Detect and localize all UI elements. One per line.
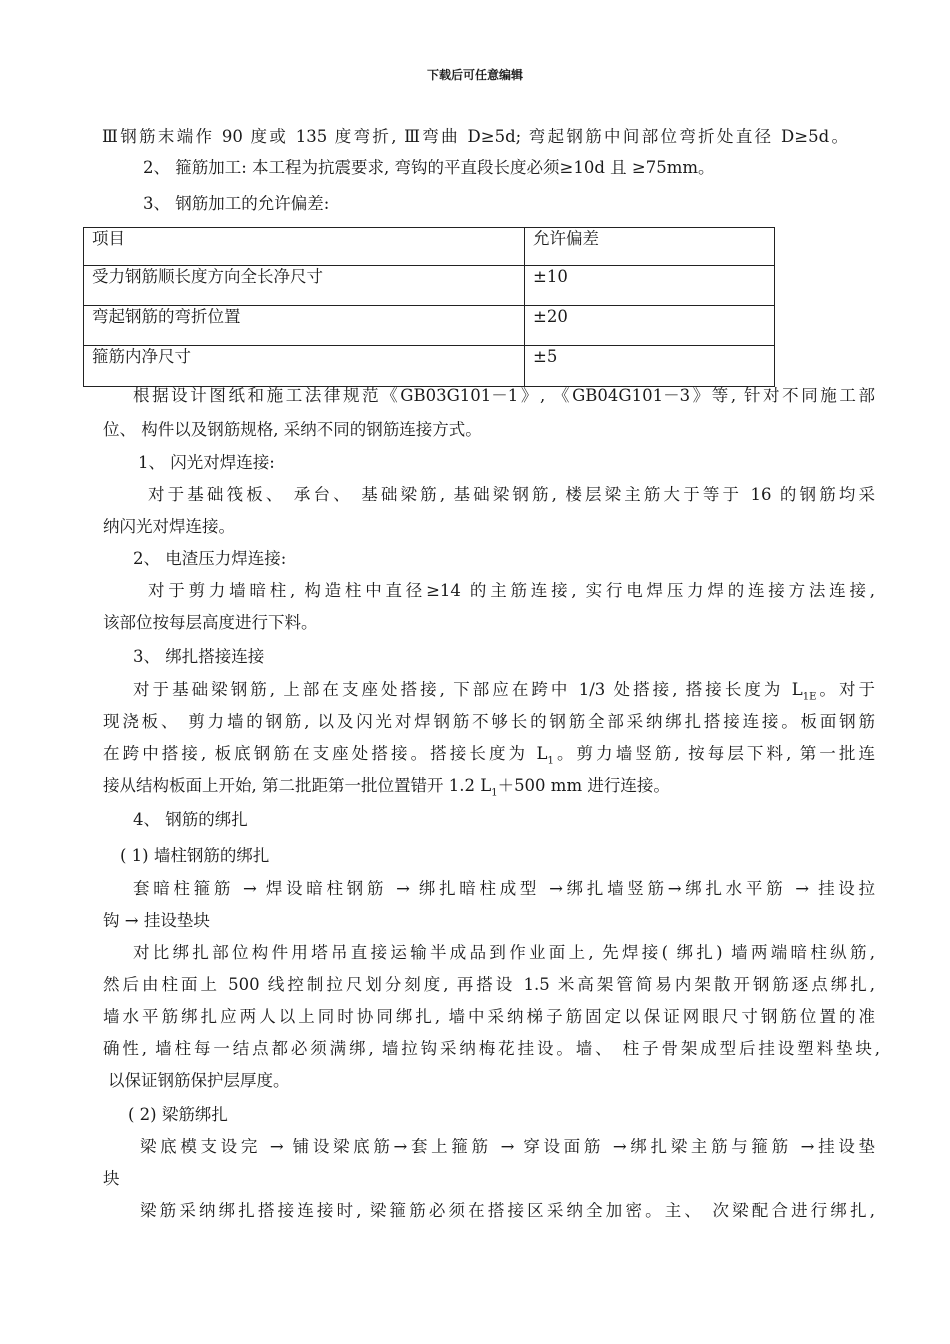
item-tolerance-heading: 3、 钢筋加工的允许偏差: (143, 194, 330, 213)
table-cell: ±5 (525, 346, 775, 387)
table-cell: 受力钢筋顺长度方向全长净尺寸 (84, 266, 525, 306)
paragraph-wall-line4: 确性, 墙柱每一结点都必须满绑, 墙拉钩采纳梅花挂设。墙、 柱子骨架成型后挂设塑料垫块, (103, 1039, 880, 1058)
section-flash-welding: 1、 闪光对焊连接: (138, 453, 275, 472)
paragraph-wall-line5: 以保证钢筋保护层厚度。 (108, 1071, 290, 1090)
process-beam-line2: 块 (103, 1169, 120, 1188)
subsection-beam: ( 2) 梁筋绑扎 (128, 1105, 228, 1124)
text-span: 在跨中搭接, 板底钢筋在支座处搭接。搭接长度为 L (103, 744, 548, 763)
paragraph-electroslag-line2: 该部位按每层高度进行下料。 (103, 613, 318, 632)
paragraph-flash-line1: 对于基础筏板、 承台、 基础梁筋, 基础梁钢筋, 楼层梁主筋大于等于 16 的钢筋均采 (148, 485, 875, 504)
table-header-tolerance: 允许偏差 (525, 228, 775, 266)
tolerance-table (83, 227, 775, 387)
process-wall-line1: 套暗柱箍筋 → 焊设暗柱钢筋 → 绑扎暗柱成型 →绑扎墙竖筋→绑扎水平筋 → 挂设拉 (133, 879, 875, 898)
paragraph-lap-line2: 现浇板、 剪力墙的钢筋, 以及闪光对焊钢筋不够长的钢筋全部采纳绑扎搭接连接。板面钢筋 (103, 712, 875, 731)
table-header-item: 项目 (84, 228, 525, 266)
paragraph-bending: Ⅲ钢筋末端作 90 度或 135 度弯折, Ⅲ弯曲 D≥5d; 弯起钢筋中间部位弯折处直径 D≥5d。 (102, 127, 848, 146)
paragraph-connection-line2: 位、 构件以及钢筋规格, 采纳不同的钢筋连接方式。 (103, 420, 482, 439)
subscript: 1 (491, 787, 498, 799)
paragraph-lap-line1 (133, 679, 875, 708)
text-span: 。对于 (816, 680, 876, 699)
table-cell: 箍筋内净尺寸 (84, 346, 525, 387)
paragraph-connection-line1: 根据设计图纸和施工法律规范《GB03G101－1》, 《GB04G101－3》等, 针对不同施工部 (133, 386, 875, 405)
section-electroslag: 2、 电渣压力焊连接: (133, 549, 287, 568)
paragraph-lap-line3 (103, 743, 875, 772)
paragraph-wall-line1: 对比绑扎部位构件用塔吊直接运输半成品到作业面上, 先焊接( 绑扎) 墙两端暗柱纵筋, (133, 943, 875, 962)
item-stirrup-processing: 2、 箍筋加工: 本工程为抗震要求, 弯钩的平直段长度必须≥10d 且 ≥75mm。 (143, 158, 715, 177)
text-span: 对于基础梁钢筋, 上部在支座处搭接, 下部应在跨中 1/3 处搭接, 搭接长度为 L (133, 680, 803, 699)
table-row (84, 266, 775, 306)
subscript: 1E (802, 691, 817, 703)
paragraph-wall-line2: 然后由柱面上 500 线控制拉尺划分刻度, 再搭设 1.5 米高架管简易内架散开钢筋逐点绑扎, (103, 975, 875, 994)
subsection-wall-column: ( 1) 墙柱钢筋的绑扎 (120, 846, 270, 865)
section-lap-splice: 3、 绑扎搭接连接 (133, 647, 265, 666)
paragraph-flash-line2: 纳闪光对焊连接。 (103, 517, 235, 536)
table-cell: ±10 (525, 266, 775, 306)
paragraph-beam: 梁筋采纳绑扎搭接连接时, 梁箍筋必须在搭接区采纳全加密。主、 次梁配合进行绑扎, (140, 1201, 875, 1220)
table-cell: ±20 (525, 306, 775, 346)
process-beam-line1: 梁底模支设完 → 铺设梁底筋→套上箍筋 → 穿设面筋 →绑扎梁主筋与箍筋 →挂设垫 (140, 1137, 875, 1156)
table-cell: 弯起钢筋的弯折位置 (84, 306, 525, 346)
page-header: 下载后可任意编辑 (426, 68, 523, 82)
table-row (84, 306, 775, 346)
subscript: 1 (547, 755, 554, 767)
text-span: 。剪力墙竖筋, 按每层下料, 第一批连 (553, 744, 875, 763)
table-row (84, 346, 775, 387)
paragraph-lap-line4 (103, 775, 670, 804)
paragraph-electroslag-line1: 对于剪力墙暗柱, 构造柱中直径≥14 的主筋连接, 实行电焊压力焊的连接方法连接, (148, 581, 875, 600)
paragraph-wall-line3: 墙水平筋绑扎应两人以上同时协同绑扎, 墙中采纳梯子筋固定以保证网眼尺寸钢筋位置的准 (103, 1007, 875, 1026)
text-span: 接从结构板面上开始, 第二批距第一批位置错开 1.2 L (103, 776, 492, 795)
table-header-row (84, 228, 775, 266)
process-wall-line2: 钩 → 挂设垫块 (103, 911, 210, 930)
section-binding: 4、 钢筋的绑扎 (133, 810, 248, 829)
text-span: ＋500 mm 进行连接。 (497, 776, 670, 795)
